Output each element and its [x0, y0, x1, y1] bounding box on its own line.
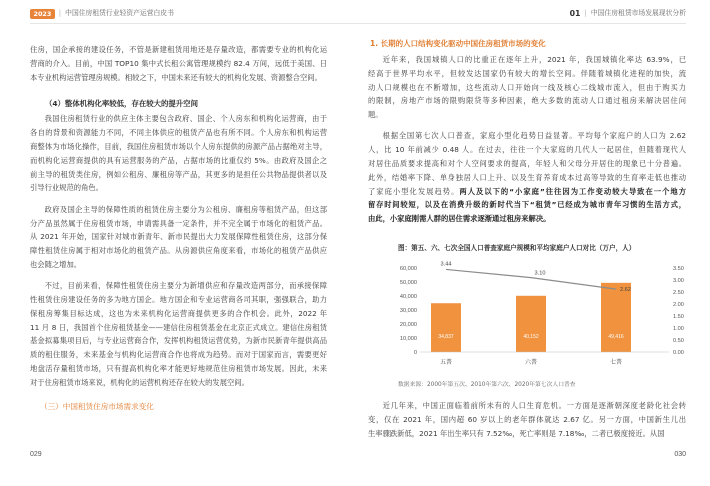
y-tick-label-right: 1.00 — [673, 326, 684, 332]
bar-value-label: 49,416 — [608, 334, 624, 340]
book-title: 中国住房租赁行业轻资产运营白皮书 — [65, 9, 174, 17]
emphasis-text: 留存时间较短，以及在消费升级的新时代当下“租赁”已经成为城市青年习惯的生活方式， — [368, 200, 686, 210]
text-line: 前主导的租赁类住房，例如公租房、廉租房等产品，其更多的是担任公共物品提供者以及 — [30, 169, 327, 179]
y-tick-label-left: 50,000 — [399, 280, 417, 286]
y-tick-label-left: 0 — [413, 350, 417, 356]
page-number-right: 030 — [674, 451, 686, 458]
paragraph — [30, 203, 327, 272]
figure-source: 数据来源：2000年第五次、2010年第六次、2020年第七次人口普查 — [398, 381, 576, 388]
text-line: 引导行业规范的角色。 — [30, 183, 103, 193]
bar — [516, 296, 546, 352]
y-tick-label-right: 1.50 — [673, 314, 684, 320]
text-line: 商整体为市场化操作，目前，我国住房租赁市场以个人房东提供的房源产品占据绝对主导， — [30, 142, 327, 152]
chapter-number: 01 — [569, 9, 581, 18]
text-line: 对居住品质要求提高和对个人空间要求的提高，年轻人和父母分开居住的现象已十分普遍。 — [368, 159, 686, 169]
text-line — [368, 198, 686, 212]
category-label: 七普 — [609, 360, 623, 366]
text-line: 保租房筹集目标达成，这也为未来机构化运营商提供更多的合作机会。此外，2022 年 — [30, 308, 327, 318]
text-segment: 了家庭小型化发展趋势。 — [368, 186, 460, 196]
text-line: 性租赁住房建设任务的多为地方国企。地方国企和专业运营商各司其职，强强联合，助力 — [30, 295, 327, 305]
y-tick-label-left: 40,000 — [399, 294, 417, 300]
y-tick-label-left: 30,000 — [399, 308, 417, 314]
emphasis-text: 由此，小家庭刚需人群的居住需求逐渐通过租房来解决。 — [368, 214, 551, 224]
header-separator: | — [584, 9, 587, 17]
year-badge: 2023 — [30, 9, 55, 19]
text-line — [368, 212, 686, 226]
y-tick-label-right: 3.00 — [673, 278, 684, 284]
right-page-body-bottom — [368, 399, 686, 440]
header-separator: | — [58, 9, 62, 17]
text-line: 障性租赁住房属于相对市场化的租赁产品。从房源供应角度来看，市场化的租赁产品供应 — [30, 246, 327, 256]
text-line: 各自的背景和资源能力不同，不同主体供应的租赁产品也有所不同。个人房东和机构运营 — [30, 128, 327, 138]
text-line: 根据全国第七次人口普查，家庭小型化趋势日益显著。平均每个家庭户的人口为 2.62 — [382, 131, 686, 141]
text-line: 地盘活存量租赁市场，只有提高机构化率才能更好地规范住房租赁市场发展。因此，未来 — [30, 364, 327, 374]
paragraph — [368, 129, 686, 226]
paragraph — [368, 53, 686, 122]
line-point-label: 3.44 — [440, 261, 452, 268]
y-tick-label-right: 2.00 — [673, 302, 684, 308]
page-number-left: 029 — [30, 451, 42, 458]
line-point-label: 2.62 — [620, 287, 631, 294]
text-line: 11 月 8 日，我国首个住房租赁基金——建信住房租赁基金在北京正式成立。建信住房租赁 — [30, 322, 327, 332]
text-line: 不过，目前来看，保障性租赁住房主要分为新增供应和存量改造两部分，而承接保障 — [44, 281, 327, 291]
text-line: 住房，国企承接的建设任务，不管是新建租赁用地还是存量改造，都需要专业的机构化运 — [30, 45, 327, 54]
subsection-heading: （4）整体机构化率较低，存在较大的提升空间 — [45, 98, 198, 108]
text-line: 近几年来，中国正面临着前所未有的人口生育危机。一方面是逐渐朝深度老龄化社会转 — [382, 401, 686, 410]
bar-value-label: 34,837 — [438, 334, 454, 340]
body-paragraphs — [30, 112, 327, 389]
text-line: 营商的介入。目前，中国 TOP10 集中式长租公寓管理规模约 82.4 万间，远低于美国、日 — [30, 58, 327, 68]
bar — [601, 283, 631, 352]
text-line: 经高于世界平均水平，但较发达国家仍有较大的增长空间。伴随着城镇化进程的加快，流 — [368, 68, 686, 78]
text-line: 也会随之增加。 — [30, 259, 82, 269]
text-line: 分产品虽然属于住房租赁市场，申请需具备一定条件，并不完全属于市场化的租赁产品。 — [30, 218, 327, 228]
text-line: 近年来，我国城镇人口的比重正在逐年上升，2021 年，我国城镇化率达 63.9%，已 — [382, 54, 686, 64]
text-line — [368, 185, 686, 199]
text-line: 政府及国企主导的保障性质的租赁住房主要分为公租房、廉租房等租赁产品，但这部 — [44, 204, 327, 214]
emphasis-text: 两人及以下的“小家庭”往往因为工作变动较大导致在一个地方 — [459, 186, 686, 196]
y-tick-label-right: 0.00 — [673, 350, 684, 356]
y-tick-label-left: 60,000 — [399, 266, 417, 272]
text-line: 而机构化运营商提供的具有运营服务的产品，占据市场的比重仅约 5%。由政府及国企之 — [30, 155, 327, 165]
text-line: 对于住房租赁市场来说，机构化的运营机构还存在较大的发展空间。 — [30, 377, 249, 387]
continued-paragraph — [30, 43, 327, 84]
text-line: 基金拟募集项目后，与专业运营商合作，发挥机构租赁运营优势，为新市民新青年提供高品 — [30, 336, 327, 346]
paragraph — [368, 399, 686, 440]
text-line: 本专业机构运营管理房规模。相较之下，中国未来还有较大的机构化发展、资源整合空间。 — [30, 72, 322, 82]
paragraph — [30, 279, 327, 389]
text-line: 题。 — [368, 110, 383, 120]
text-line: 动人口规模也在不断增加，这些流动人口开始向一线及核心二线城市流入，但由于购买力 — [368, 82, 686, 92]
text-line: 质的租住服务，未来基金与机构化运营商合作也将成为趋势。而对于国家而言，需要更好 — [30, 350, 327, 360]
paragraph — [30, 112, 327, 195]
y-tick-label-right: 3.50 — [673, 266, 684, 272]
line-series — [446, 269, 616, 289]
section-heading: 1. 长期的人口结构变化驱动中国住房租赁市场的变化 — [370, 39, 546, 48]
running-header-left — [30, 8, 174, 19]
text-line: 从 2021 年开始，国家针对城市新青年、新市民提出大力发展保障性租赁住房，这部分保 — [30, 232, 327, 242]
bar — [431, 303, 461, 352]
figure-title: 图：第五、六、七次全国人口普查家庭户规模和平均家庭户人口对比（万户，人） — [398, 243, 636, 252]
text-line: 的限制，房地产市场的限购限贷等多种因素，绝大多数的流动人口通过租房来解决居住问 — [368, 96, 686, 106]
y-tick-label-right: 2.50 — [673, 290, 684, 296]
section-heading: （三）中国租赁住房市场需求变化 — [40, 402, 154, 412]
body-paragraphs — [368, 399, 686, 440]
category-label: 五普 — [439, 360, 453, 366]
category-label: 六普 — [524, 360, 538, 366]
text-line: 变，仅在 2021 年，国内超 60 岁以上的老年群体就达 2.67 亿。另一方面，中国新生儿出 — [368, 414, 686, 424]
chapter-title: 中国住房租赁市场发展现状分析 — [590, 9, 686, 17]
body-paragraphs — [368, 53, 686, 226]
text-line: 此外，结婚率下降、单身独居人口上升、以及生育养育成本过高等导致的生育率走低也推动 — [368, 172, 686, 182]
right-page-body-top — [368, 37, 686, 226]
y-tick-label-left: 20,000 — [399, 322, 417, 328]
text-line: 我国住房租赁行业的供应主体主要包含政府、国企、个人房东和机构化运营商，由于 — [44, 114, 327, 124]
line-point-label: 3.10 — [534, 270, 546, 277]
text-line: 生率骤跌新低，2021 年出生率只有 7.52‰，死亡率则是 7.18‰，二者已极度接近。从国 — [368, 428, 665, 438]
bar-value-label: 40,152 — [523, 334, 539, 340]
text-line: 人，比 10 年前减少 0.48 人。在过去，往往一个大家庭的几代人一起居住，但随着现代人 — [368, 145, 686, 155]
y-tick-label-right: 0.50 — [673, 338, 684, 344]
header-rule — [30, 23, 686, 24]
y-tick-label-left: 10,000 — [399, 336, 417, 342]
running-header-right — [570, 8, 686, 19]
left-page-body — [30, 43, 327, 414]
household-chart — [390, 255, 700, 373]
